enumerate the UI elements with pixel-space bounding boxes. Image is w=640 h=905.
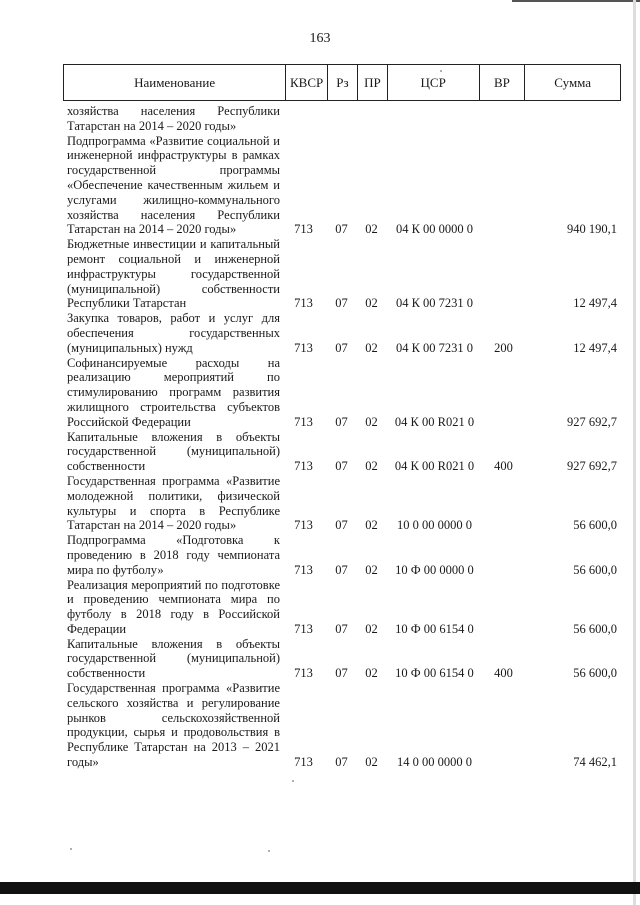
row-kvsr: 713: [294, 562, 313, 577]
table-row: [67, 237, 621, 311]
row-csr: 04 К 00 R021 0: [394, 459, 475, 474]
row-sum: 927 692,7: [567, 414, 617, 429]
scan-speck: [268, 850, 270, 852]
row-rz: 07: [335, 222, 348, 237]
row-vr: 200: [494, 340, 513, 355]
header-name: Наименование: [134, 74, 216, 90]
header-pr: ПР: [357, 65, 387, 100]
row-name: Бюджетные инвестиции и капитальный ремонт социальной и инженерной инфраструктуры государственной (муниципальной) собственности Республики Татарстан: [67, 237, 280, 311]
table-row: [67, 681, 621, 770]
header-sum: Сумма: [524, 65, 620, 100]
row-kvsr: 713: [294, 666, 313, 681]
row-csr: 10 Ф 00 0000 0: [395, 562, 474, 577]
row-kvsr: 713: [294, 296, 313, 311]
row-csr: 14 0 00 0000 0: [397, 755, 472, 770]
row-csr: 10 Ф 00 6154 0: [395, 621, 474, 636]
row-csr: 04 К 00 7231 0: [395, 340, 474, 355]
row-name: Капитальные вложения в объекты государственной (муниципальной) собственности: [67, 636, 280, 681]
table-row: [67, 533, 621, 577]
row-csr: 04 К 00 7231 0: [395, 296, 474, 311]
row-name: хозяйства населения Республики Татарстан на 2014 – 2020 годы»: [67, 104, 280, 133]
row-pr: 02: [365, 621, 378, 636]
row-kvsr: 713: [294, 518, 313, 533]
row-name: Реализация мероприятий по подготовке и проведению чемпионата мира по футболу в 2018 году в Российской Федерации: [67, 577, 280, 636]
row-rz: 07: [335, 340, 348, 355]
row-vr: 400: [494, 666, 513, 681]
row-kvsr: 713: [294, 414, 313, 429]
row-sum: 56 600,0: [573, 666, 617, 681]
row-name: Подпрограмма «Подготовка к проведению в 2018 году чемпионата мира по футболу»: [67, 533, 280, 577]
header-csr: ЦСР: [387, 65, 479, 100]
scan-right-edge: [633, 0, 636, 905]
row-sum: 56 600,0: [573, 518, 617, 533]
table-row: [67, 356, 621, 430]
row-rz: 07: [335, 296, 348, 311]
scan-speck: [440, 70, 442, 72]
row-pr: 02: [365, 340, 378, 355]
table-row: [67, 474, 621, 533]
row-rz: 07: [335, 755, 348, 770]
row-kvsr: 713: [294, 222, 313, 237]
row-rz: 07: [335, 414, 348, 429]
table-row: [67, 134, 621, 238]
header-rz: Рз: [327, 65, 357, 100]
row-sum: 74 462,1: [573, 755, 617, 770]
row-rz: 07: [335, 621, 348, 636]
row-pr: 02: [365, 296, 378, 311]
row-rz: 07: [335, 459, 348, 474]
row-rz: 07: [335, 562, 348, 577]
table-row: [67, 637, 621, 681]
table-row: [67, 578, 621, 637]
row-name: Государственная программа «Развитие молодежной политики, физической культуры и спорта в Республике Татарстан на 2014 – 2020 годы»: [67, 473, 280, 533]
row-name: Подпрограмма «Развитие социальной и инженерной инфраструктуры в рамках государственной программы «Обеспечение качественным жильем и услугами жилищно-коммунального хозяйства населения Республики Татарстан на 2014 – 2020 годы»: [67, 133, 280, 237]
row-pr: 02: [365, 222, 378, 237]
row-pr: 02: [365, 459, 378, 474]
row-sum: 12 497,4: [573, 340, 617, 355]
row-vr: 400: [494, 459, 513, 474]
row-name: Закупка товаров, работ и услуг для обеспечения государственных (муниципальных) нужд: [67, 311, 280, 355]
row-kvsr: 713: [294, 340, 313, 355]
header-vr: ВР: [479, 65, 525, 100]
row-sum: 927 692,7: [567, 459, 617, 474]
row-csr: 04 К 00 R021 0: [394, 414, 475, 429]
row-rz: 07: [335, 666, 348, 681]
row-sum: 940 190,1: [567, 222, 617, 237]
row-sum: 12 497,4: [573, 296, 617, 311]
row-pr: 02: [365, 518, 378, 533]
table-body: [67, 104, 621, 770]
row-kvsr: 713: [294, 621, 313, 636]
row-name: Капитальные вложения в объекты государственной (муниципальной) собственности: [67, 429, 280, 474]
scan-speck: [292, 780, 294, 782]
table-header: [63, 64, 621, 101]
row-sum: 56 600,0: [573, 562, 617, 577]
row-rz: 07: [335, 518, 348, 533]
table-row: [67, 104, 621, 134]
row-name: Государственная программа «Развитие сельского хозяйства и регулирование рынков сельскохозяйственной продукции, сырья и продовольствия в Республике Татарстан на 2013 – 2021 годы»: [67, 681, 280, 770]
top-edge-rule: [512, 0, 640, 2]
row-pr: 02: [365, 755, 378, 770]
row-pr: 02: [365, 562, 378, 577]
scan-speck: [70, 848, 72, 850]
row-csr: 04 К 00 0000 0: [395, 222, 474, 237]
page-number: 163: [309, 31, 331, 46]
row-pr: 02: [365, 414, 378, 429]
row-csr: 10 Ф 00 6154 0: [395, 666, 474, 681]
row-pr: 02: [365, 666, 378, 681]
table-row: [67, 430, 621, 474]
row-kvsr: 713: [294, 755, 313, 770]
row-kvsr: 713: [294, 459, 313, 474]
row-csr: 10 0 00 0000 0: [397, 518, 472, 533]
row-sum: 56 600,0: [573, 621, 617, 636]
scan-bottom-band: [0, 882, 640, 894]
header-kvsr: КВСР: [285, 65, 327, 100]
row-name: Софинансируемые расходы на реализацию мероприятий по стимулированию программ развития жилищного строительства субъектов Российской Федерации: [67, 355, 280, 429]
table-row: [67, 311, 621, 355]
